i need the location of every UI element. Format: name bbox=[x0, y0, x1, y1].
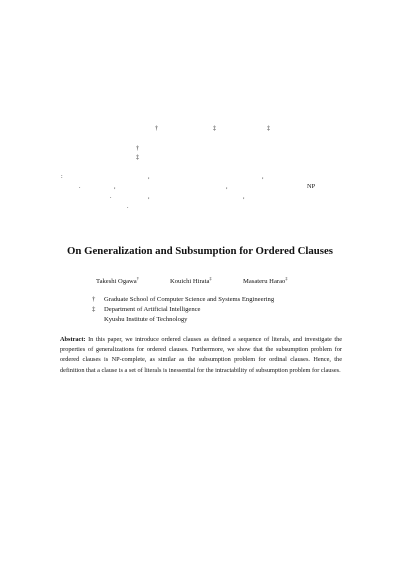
jp-punct: , bbox=[262, 174, 264, 180]
author-name-harao: Masateru Harao‡ bbox=[243, 276, 288, 286]
jp-punct: , bbox=[148, 174, 150, 180]
affil-mark-1: † bbox=[136, 146, 139, 152]
np-label: NP bbox=[307, 183, 316, 190]
jp-punct: , bbox=[148, 194, 150, 200]
author-mark-3: ‡ bbox=[267, 126, 270, 132]
jp-punct: . bbox=[110, 194, 112, 200]
author-name-hirata: Kouichi Hirata‡ bbox=[170, 276, 212, 286]
jp-punct: , bbox=[226, 184, 228, 190]
author-name-ogawa: Takeshi Ogawa† bbox=[96, 276, 140, 286]
abstract-label: Abstract: bbox=[60, 336, 86, 343]
affiliation-mark: ‡ bbox=[92, 306, 96, 313]
affiliation-line: Department of Artificial Intelligence bbox=[104, 306, 201, 313]
author-mark-2: ‡ bbox=[213, 126, 216, 132]
affiliation-mark: † bbox=[92, 296, 96, 303]
author-mark-1: † bbox=[155, 126, 158, 132]
affiliation-line: Kyushu Institute of Technology bbox=[104, 316, 188, 323]
affil-mark-2: ‡ bbox=[136, 155, 139, 161]
jp-punct: . bbox=[127, 204, 129, 210]
paper-title: On Generalization and Subsumption for Ordered Clauses bbox=[67, 245, 333, 257]
abstract bbox=[60, 335, 342, 376]
abstract-body: In this paper, we introduce ordered clauses as defined a sequence of literals, and investigate the properties of generalizations for ordered clauses. Furthermore, we show that the subsumption problem for ordered clauses is NP-complete, as similar as the subsumption problem for ordinal clauses. Hence, the definition that a clause is a set of literals is inessential for the intractability of subsumption problem for clauses. bbox=[60, 336, 343, 374]
jp-punct: , bbox=[114, 184, 116, 190]
affiliation-line: Graduate School of Computer Science and Systems Engineering bbox=[104, 296, 275, 303]
jp-abstract-colon: : bbox=[61, 174, 63, 180]
jp-punct: , bbox=[243, 194, 245, 200]
jp-punct: . bbox=[79, 184, 81, 190]
